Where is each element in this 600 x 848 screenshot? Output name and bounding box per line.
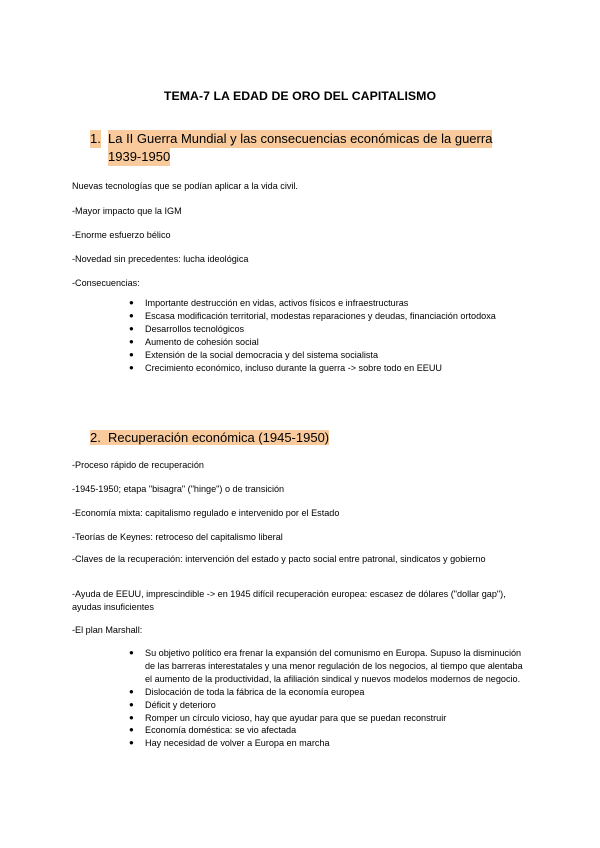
section-1-number: 1. bbox=[90, 131, 101, 146]
paragraph: -Consecuencias: bbox=[72, 278, 140, 288]
bullet-icon: ● bbox=[129, 323, 134, 333]
bullet-icon: ● bbox=[129, 298, 134, 307]
section-2-heading-text: Recuperación económica (1945-1950) bbox=[108, 430, 330, 445]
list-item bbox=[126, 310, 526, 323]
bullet-icon: ● bbox=[129, 686, 134, 696]
section-2-heading bbox=[90, 429, 329, 447]
paragraph: -El plan Marshall: bbox=[72, 625, 143, 635]
paragraph: -Enorme esfuerzo bélico bbox=[72, 230, 171, 240]
bullet-icon: ● bbox=[129, 310, 134, 320]
bullet-icon: ● bbox=[129, 699, 134, 709]
bullet-icon: ● bbox=[129, 349, 134, 359]
marshall-plan-list bbox=[126, 647, 526, 750]
list-item bbox=[126, 323, 526, 336]
section-1-heading-line-1: La II Guerra Mundial y las consecuencias económicas de la guerra bbox=[108, 131, 493, 146]
list-item-text: Romper un círculo vicioso, hay que ayudar para que se puedan reconstruir bbox=[145, 712, 447, 723]
list-item bbox=[126, 724, 526, 737]
paragraph: -Teorías de Keynes: retroceso del capitalismo liberal bbox=[72, 532, 283, 542]
paragraph: -Ayuda de EEUU, imprescindible -> en 1945 difícil recuperación europea: escasez de dólares ("dollar gap"), ayudas insuficientes bbox=[72, 589, 506, 612]
list-item bbox=[126, 686, 526, 699]
paragraph: -Mayor impacto que la IGM bbox=[72, 206, 182, 216]
list-item-text: Extensión de la social democracia y del sistema socialista bbox=[145, 349, 379, 360]
bullet-icon: ● bbox=[129, 336, 134, 346]
list-item-text: Dislocación de toda la fábrica de la economía europea bbox=[145, 686, 365, 697]
list-item bbox=[126, 737, 526, 750]
list-item-text: Economía doméstica: se vio afectada bbox=[145, 725, 297, 736]
list-item-text: Aumento de cohesión social bbox=[145, 336, 259, 347]
section-2-number: 2. bbox=[90, 430, 101, 445]
page-title: TEMA-7 LA EDAD DE ORO DEL CAPITALISMO bbox=[163, 89, 437, 103]
list-item-text: Crecimiento económico, incluso durante la guerra -> sobre todo en EEUU bbox=[145, 362, 442, 373]
list-item bbox=[126, 647, 526, 686]
paragraph: Nuevas tecnologías que se podían aplicar a la vida civil. bbox=[72, 181, 298, 191]
list-item bbox=[126, 297, 526, 310]
paragraph: -Economía mixta: capitalismo regulado e intervenido por el Estado bbox=[72, 508, 340, 518]
section-1-heading-line-2: 1939-1950 bbox=[108, 149, 171, 164]
paragraph: -Claves de la recuperación: intervención del estado y pacto social entre patronal, sindicatos y gobierno bbox=[72, 554, 486, 564]
list-item-text: Importante destrucción en vidas, activos físicos e infraestructuras bbox=[145, 298, 409, 308]
bullet-icon: ● bbox=[129, 725, 134, 735]
bullet-icon: ● bbox=[129, 712, 134, 722]
consequences-list bbox=[126, 297, 526, 374]
list-item-text: Desarrollos tecnológicos bbox=[145, 323, 245, 334]
paragraph: -Novedad sin precedentes: lucha ideológica bbox=[72, 254, 249, 264]
paragraph: -1945-1950; etapa "bisagra" ("hinge") o de transición bbox=[72, 484, 285, 494]
bullet-icon: ● bbox=[129, 648, 134, 657]
list-item bbox=[126, 699, 526, 712]
list-item bbox=[126, 349, 526, 362]
list-item bbox=[126, 362, 526, 375]
list-item-text: Hay necesidad de volver a Europa en marcha bbox=[145, 738, 330, 749]
list-item bbox=[126, 712, 526, 725]
list-item-text: Su objetivo político era frenar la expansión del comunismo en Europa. Supuso la disminución de las barreras interestatales y una menor regulación de los negocios, al tiempo que alentaba el aumento de la productividad, la afiliación sindical y nuevos modelos modernos de negocio. bbox=[145, 648, 523, 684]
paragraph: -Proceso rápido de recuperación bbox=[72, 460, 204, 470]
bullet-icon: ● bbox=[129, 738, 134, 748]
list-item bbox=[126, 336, 526, 349]
bullet-icon: ● bbox=[129, 362, 134, 372]
list-item-text: Déficit y deterioro bbox=[145, 699, 216, 710]
list-item-text: Escasa modificación territorial, modestas reparaciones y deudas, financiación ortodoxa bbox=[145, 310, 496, 321]
